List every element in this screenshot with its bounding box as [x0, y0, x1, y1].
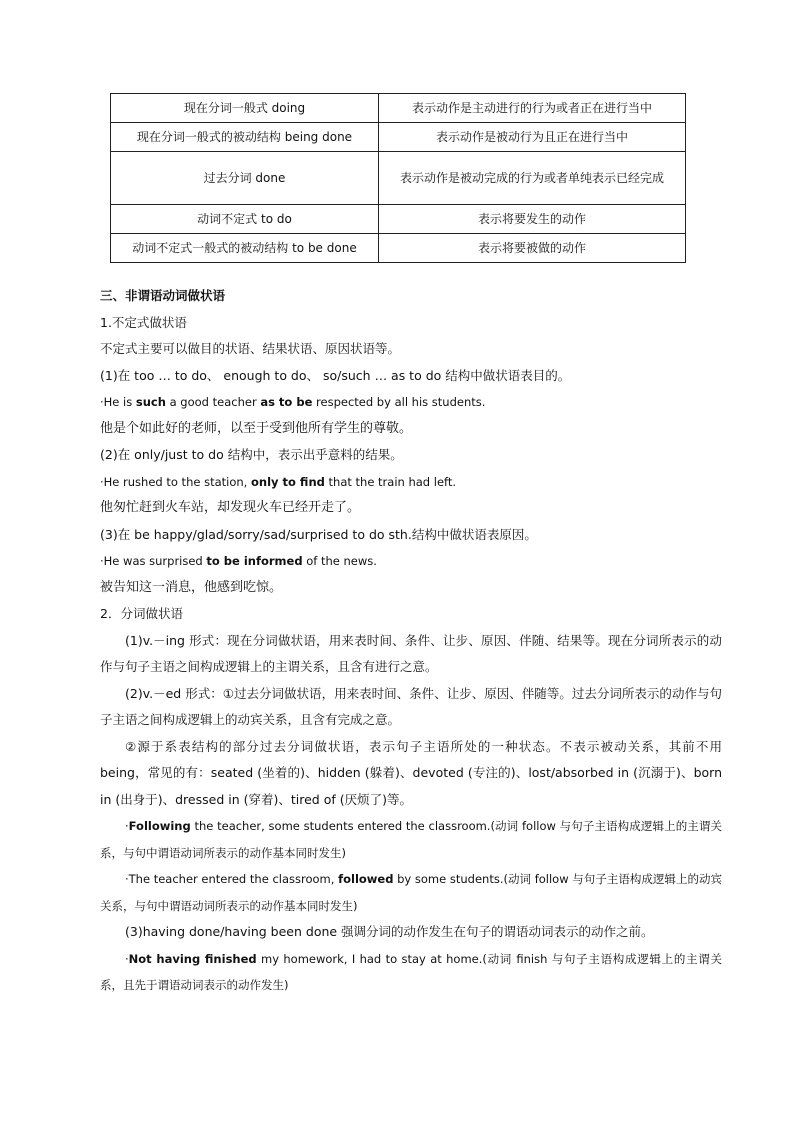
example-text: a good teacher — [165, 395, 261, 409]
translation: 他是个如此好的老师，以至于受到他所有学生的尊敬。 — [100, 420, 413, 436]
example-text: · — [125, 951, 129, 966]
grammar-table — [110, 93, 686, 263]
table-cell-form: 现在分词一般式 doing — [111, 94, 379, 123]
table-cell-form: 现在分词一般式的被动结构 being done — [111, 123, 379, 152]
example-bold: followed — [338, 872, 394, 886]
example-text: my homework, I had to stay at home.(动词 finish 与句子主语构成逻辑上的主谓关系，且先于谓语动词表示的动作发生) — [100, 951, 722, 992]
example-bold: such — [135, 395, 166, 409]
table-row — [111, 152, 686, 205]
example-text: ·He rushed to the station, — [100, 474, 251, 489]
table-row — [111, 234, 686, 263]
paragraph: (2)v.－ed 形式：①过去分词做状语，用来表时间、条件、让步、原因、伴随等。过去分词所表示的动作与句子主语之间构成逻辑上的动宾关系，且含有完成之意。 — [100, 685, 722, 727]
example-bold: Not having finished — [128, 951, 257, 966]
example-bold: only to find — [250, 474, 325, 489]
paragraph: (3)在 be happy/glad/sorry/sad/surprised to do sth.结构中做状语表原因。 — [100, 526, 537, 542]
example-bold: Following — [128, 819, 191, 833]
table-cell-form: 动词不定式 to do — [111, 205, 379, 234]
paragraph: 不定式主要可以做目的状语、结果状语、原因状语等。 — [100, 341, 401, 356]
paragraph: (1)在 too … to do、 enough to do、 so/such … as to do 结构中做状语表目的。 — [100, 367, 571, 383]
example-sentence — [100, 866, 722, 919]
section-heading: 三、非谓语动词做状语 — [100, 288, 226, 303]
example-text: of the news. — [302, 554, 377, 568]
translation: 他匆忙赶到火车站，却发现火车已经开走了。 — [100, 500, 361, 515]
table-row — [111, 123, 686, 152]
example-text: ·He was surprised — [100, 554, 207, 568]
subsection-title: 2．分词做状语 — [100, 606, 183, 621]
example-sentence — [100, 813, 722, 866]
example-text: that the train had left. — [324, 474, 457, 489]
table-cell-meaning: 表示将要发生的动作 — [379, 205, 686, 234]
translation: 被告知这一消息，他感到吃惊。 — [100, 579, 283, 595]
example-text: by some students.(动词 follow 与句子主语构成逻辑上的动宾关系，与句中谓语动词所表示的动作基本同时发生) — [100, 872, 722, 913]
table-row — [111, 205, 686, 234]
paragraph: (2)在 only/just to do 结构中，表示出乎意料的结果。 — [100, 447, 403, 462]
paragraph: ②源于系表结构的部分过去分词做状语，表示句子主语所处的一种状态。不表示被动关系，其前不用 being，常见的有：seated (坐着的)、hidden (躲着)、devoted (专注的)、lost/absorbed in (沉溺于)、born in (出身于)、dressed in (穿着)、tired of (厌烦了)等。 — [100, 738, 722, 807]
example-bold: as to be — [260, 395, 313, 409]
paragraph: (3)having done/having been done 强调分词的动作发生在句子的谓语动词表示的动作之前。 — [125, 924, 654, 939]
subsection-title: 1.不定式做状语 — [100, 314, 187, 330]
table-cell-meaning: 表示动作是被动行为且正在进行当中 — [379, 123, 686, 152]
paragraph: (1)v.－ing 形式：现在分词做状语，用来表时间、条件、让步、原因、伴随、结果等。现在分词所表示的动作与句子主语之间构成逻辑上的主谓关系，且含有进行之意。 — [100, 632, 722, 674]
table-row — [111, 94, 686, 123]
table-cell-meaning: 表示动作是主动进行的行为或者正在进行当中 — [379, 94, 686, 123]
table-cell-meaning: 表示动作是被动完成的行为或者单纯表示已经完成 — [379, 152, 686, 205]
table-cell-form: 过去分词 done — [111, 152, 379, 205]
example-text: respected by all his students. — [312, 395, 486, 409]
example-sentence — [100, 946, 722, 999]
example-text: · — [125, 819, 129, 833]
example-sentence — [100, 469, 722, 496]
example-sentence — [100, 389, 722, 416]
table-cell-meaning: 表示将要被做的动作 — [379, 234, 686, 263]
example-text: ·He is — [100, 395, 136, 409]
table-cell-form: 动词不定式一般式的被动结构 to be done — [111, 234, 379, 263]
example-text: the teacher, some students entered the classroom.(动词 follow 与句子主语构成逻辑上的主谓关系，与句中谓语动词所表示的动作基本同时发生) — [100, 819, 722, 860]
example-bold: to be informed — [206, 554, 303, 568]
example-text: ·The teacher entered the classroom, — [125, 872, 339, 886]
example-sentence — [100, 548, 722, 575]
section-content — [100, 283, 722, 999]
